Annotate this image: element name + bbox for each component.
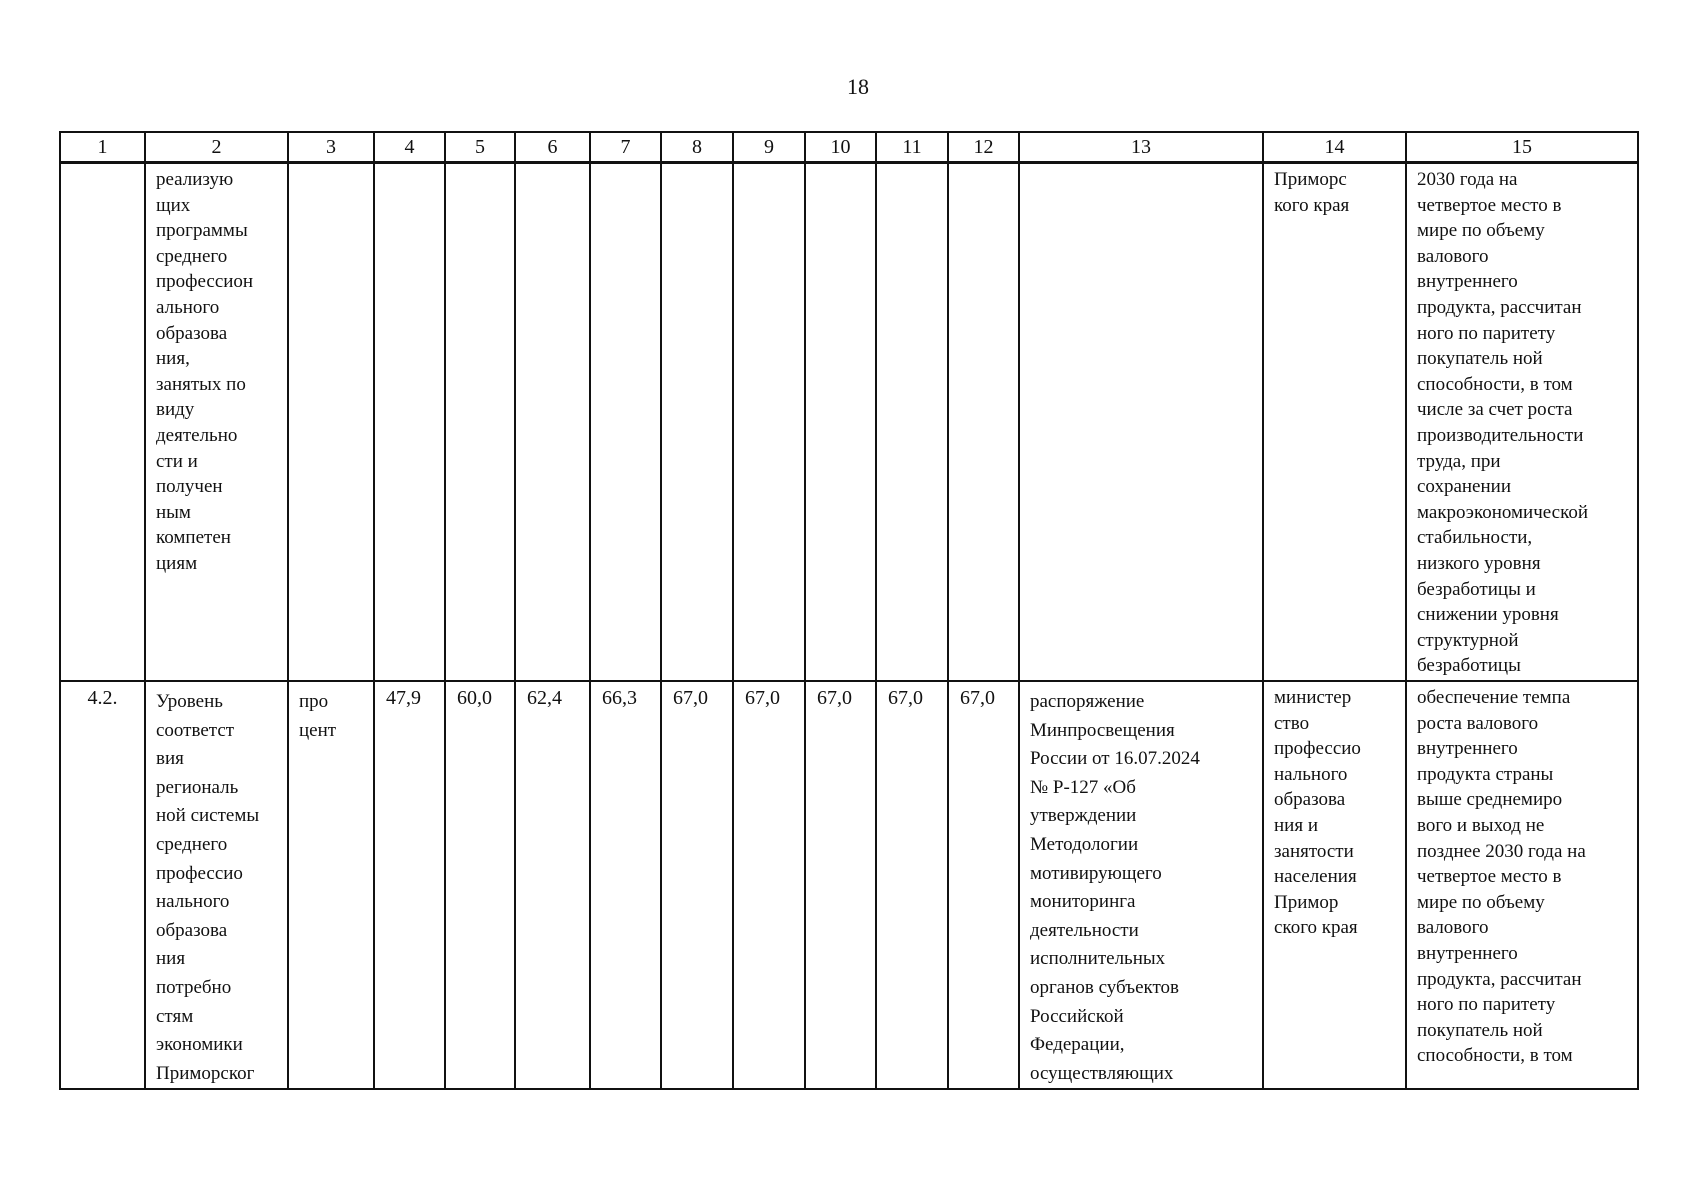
value-cell [734, 164, 804, 168]
value-cell [516, 164, 589, 168]
row-number [61, 164, 144, 168]
table-cell [733, 163, 805, 682]
column-header: 9 [733, 132, 805, 163]
column-header: 6 [515, 132, 590, 163]
table-cell [876, 681, 948, 1089]
value-cell: 67,0 [745, 687, 780, 709]
column-header: 5 [445, 132, 515, 163]
unit [289, 164, 373, 167]
goal-link: 2030 года на четвертое место в мире по объему валового внутреннего продукта, рассчитан ного по паритету покупатель ной способности, в том числе за счет роста производительности труда, при сохранении макроэкономической стабильности, низкого уровня безработицы и снижении уровня структурной безработицы [1417, 169, 1589, 677]
indicators-table [59, 131, 1639, 1090]
table-cell [288, 163, 374, 682]
column-header: 14 [1263, 132, 1406, 163]
responsible-body: Приморс кого края [1274, 169, 1350, 216]
table-cell [805, 163, 876, 682]
value-cell: 62,4 [527, 687, 562, 709]
value-cell: 67,0 [673, 687, 708, 709]
table-cell [805, 681, 876, 1089]
responsible-body: министер ство профессио нального образова ния и занятости населения Примор ского края [1274, 687, 1361, 939]
column-header: 11 [876, 132, 948, 163]
table-cell [1406, 681, 1638, 1089]
table-row [60, 681, 1638, 1089]
value-cell: 60,0 [457, 687, 492, 709]
table-cell [515, 163, 590, 682]
table-cell [374, 681, 445, 1089]
table-cell [445, 681, 515, 1089]
table-cell [876, 163, 948, 682]
column-header: 3 [288, 132, 374, 163]
value-cell [806, 164, 875, 168]
value-cell [591, 164, 660, 168]
value-cell: 47,9 [386, 687, 421, 709]
table-cell [590, 163, 661, 682]
row-number: 4.2. [87, 687, 118, 709]
value-cell [375, 164, 444, 168]
value-cell [877, 164, 947, 168]
unit: про цент [299, 691, 337, 741]
column-header: 1 [60, 132, 145, 163]
table-cell [445, 163, 515, 682]
table-cell [1263, 681, 1406, 1089]
value-cell [949, 164, 1018, 168]
page-number: 18 [847, 74, 869, 99]
value-cell: 67,0 [888, 687, 923, 709]
value-cell: 67,0 [960, 687, 995, 709]
indicator-name: реализую щих программы среднего профессион ального образова ния, занятых по виду деятельно сти и получен ным компетен циям [156, 169, 254, 574]
value-cell: 66,3 [602, 687, 637, 709]
table-cell [145, 681, 288, 1089]
value-cell: 67,0 [817, 687, 852, 709]
column-header: 8 [661, 132, 733, 163]
table-header-row [60, 132, 1638, 163]
table-cell [60, 163, 145, 682]
table-cell [1263, 163, 1406, 682]
indicator-name: Уровень соответст вия региональ ной системы среднего профессио нального образова ния потребно стям экономики Приморског [156, 691, 260, 1084]
column-header: 7 [590, 132, 661, 163]
table-cell [288, 681, 374, 1089]
column-header: 15 [1406, 132, 1638, 163]
table-cell [661, 681, 733, 1089]
table-cell [1019, 163, 1263, 682]
column-header: 10 [805, 132, 876, 163]
document-basis: распоряжение Минпросвещения России от 16.07.2024 № Р-127 «Об утверждении Методологии мотивирующего мониторинга деятельности исполнительных органов субъектов Российской Федерации, осуществляющих [1030, 691, 1200, 1084]
table-cell [661, 163, 733, 682]
value-cell [446, 164, 514, 168]
table-cell [1019, 681, 1263, 1089]
goal-link: обеспечение темпа роста валового внутреннего продукта страны выше среднемиро вого и выход не позднее 2030 года на четвертое место в мире по объему валового внутреннего продукта, рассчитан ного по паритету покупатель ной способности, в том [1417, 687, 1586, 1067]
value-cell [662, 164, 732, 168]
table-cell [145, 163, 288, 682]
table-cell [515, 681, 590, 1089]
column-header: 12 [948, 132, 1019, 163]
table-cell [733, 681, 805, 1089]
table-cell [1406, 163, 1638, 682]
table-cell [948, 163, 1019, 682]
table-cell [60, 681, 145, 1089]
table-cell [590, 681, 661, 1089]
column-header: 4 [374, 132, 445, 163]
column-header: 13 [1019, 132, 1263, 163]
table-cell [374, 163, 445, 682]
table-row [60, 163, 1638, 682]
column-header: 2 [145, 132, 288, 163]
table-cell [948, 681, 1019, 1089]
document-basis [1020, 164, 1262, 167]
